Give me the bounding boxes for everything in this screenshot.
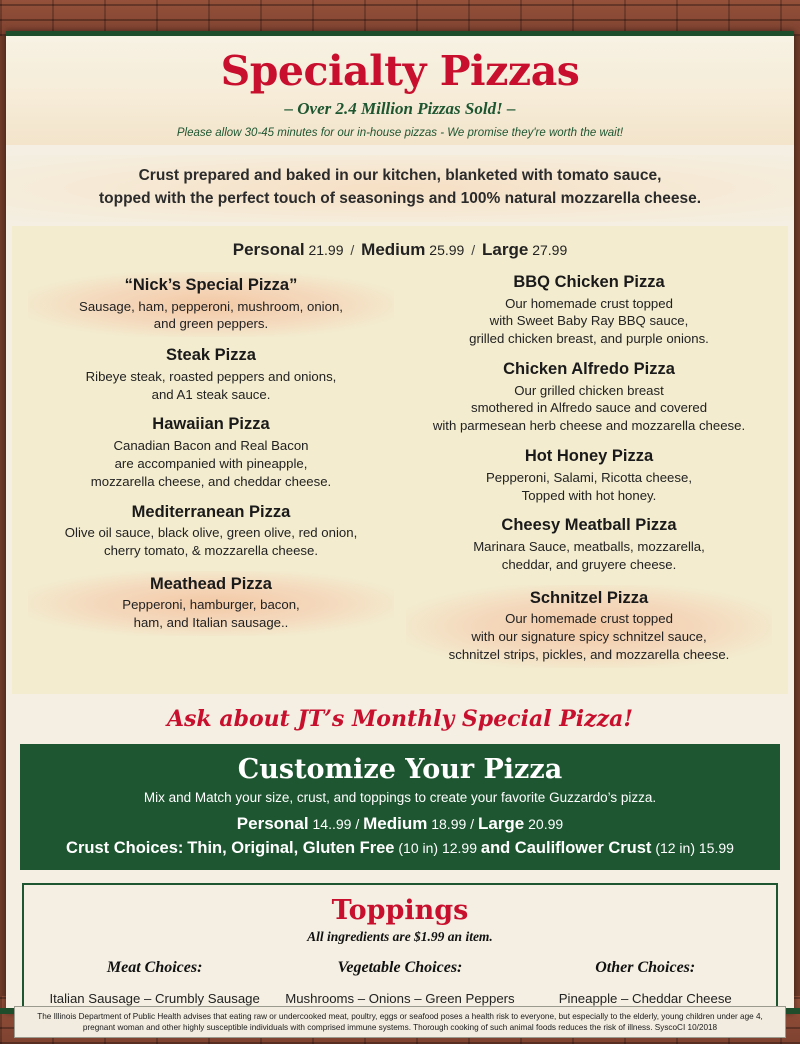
customize-large-price: 20.99 [528,815,564,832]
toppings-column-other [523,959,768,1013]
customize-price-separator-2: / [470,815,475,832]
menu-item-desc: Canadian Bacon and Real Bacon are accompanied with pineapple, mozzarella cheese, and cheddar cheese. [90,438,332,489]
toppings-heading: Vegetable Choices: [337,958,463,976]
menu-item-name: Cheesy Meatball Pizza [501,516,677,535]
specialty-personal-price: 21.99 [308,241,344,258]
specialty-price-row [22,240,778,260]
toppings-line: Pineapple – Cheddar Cheese [558,990,732,1006]
menu-item-name: Mediterranean Pizza [131,502,291,521]
customize-medium-label: Medium [363,813,428,833]
menu-item-desc: Our grilled chicken breast smothered in Alfredo sauce and covered with parmesean herb cheese and mozzarella cheese. [432,382,746,434]
toppings-title: Toppings [331,894,469,926]
menu-item-name: Schnitzel Pizza [529,588,649,607]
customize-price-row [30,814,770,834]
menu-item [28,414,394,490]
specialty-large-label: Large [482,239,529,259]
customize-personal-price: 14..99 [312,815,352,832]
menu-item-desc: Our homemade crust topped with our signature spicy schnitzel sauce, schnitzel strips, pickles, and mozzarella cheese. [448,611,730,662]
specialty-column-right [400,272,778,676]
specialty-medium-label: Medium [361,239,426,259]
customize-medium-price: 18.99 [431,815,467,832]
monthly-special-banner: Ask about JT’s Monthly Special Pizza! [166,705,634,732]
menu-item [406,272,772,348]
customize-price-separator-1: / [355,815,360,832]
wait-time-note: Please allow 30-45 minutes for our in-house pizzas - We promise they're worth the wait! [176,127,624,140]
price-separator-1: / [350,241,355,258]
toppings-section [22,883,778,1013]
menu-item [28,502,394,560]
crust-description-line-2: topped with the perfect touch of seasonings and 100% natural mozzarella cheese. [98,189,702,207]
menu-item-desc: Ribeye steak, roasted peppers and onions, and A1 steak sauce. [85,368,337,402]
menu-item-name: BBQ Chicken Pizza [513,272,665,291]
customize-section [20,744,780,870]
menu-item [406,359,772,435]
toppings-heading: Other Choices: [595,958,696,976]
menu-item-desc: Pepperoni, hamburger, bacon, ham, and Italian sausage.. [122,597,300,631]
menu-item [28,345,394,403]
specialty-large-price: 27.99 [532,241,568,258]
specialty-personal-label: Personal [232,239,305,259]
menu-item-desc: Sausage, ham, pepperoni, mushroom, onion, and green peppers. [79,298,343,332]
customize-title: Customize Your Pizza [237,753,563,785]
crust-description-line-1: Crust prepared and baked in our kitchen, blanketed with tomato sauce, [138,167,662,185]
menu-paper [6,31,794,1013]
cauliflower-crust-price: 15.99 [698,839,734,856]
customize-large-label: Large [477,813,525,833]
menu-item [406,515,772,573]
toppings-line: Italian Sausage – Crumbly Sausage [49,990,260,1006]
toppings-column-meat [32,959,277,1013]
crust-choices-options: Thin, Original, Gluten Free [187,838,395,857]
menu-item-name: Steak Pizza [166,346,256,365]
gluten-free-size: (10 in) [398,839,439,856]
specialty-pizza-section [12,226,788,694]
menu-item [406,585,772,668]
menu-item-name: “Nick’s Special Pizza” [124,275,298,294]
menu-item-name: Chicken Alfredo Pizza [503,360,675,379]
menu-item-name: Meathead Pizza [150,574,272,593]
specialty-column-left [22,272,400,676]
menu-item [28,571,394,636]
toppings-line: Mushrooms – Onions – Green Peppers [285,990,515,1006]
specialty-columns [22,272,778,676]
cauliflower-crust-label: and Cauliflower Crust [480,838,652,857]
menu-item [28,272,394,337]
menu-item [406,446,772,504]
price-separator-2: / [471,241,476,258]
gluten-free-price: 12.99 [441,839,477,856]
toppings-column-vegetable [277,959,522,1013]
toppings-heading: Meat Choices: [106,958,203,976]
health-disclaimer: The Illinois Department of Public Health advises that eating raw or undercooked meat, poultry, eggs or seafood poses a health risk to everyone, but especially to the elderly, young children under age 4, pregnant woman and other highly susceptible individuals with comprised immune systems. Thorough cooking of such animal foods reduces the risk of illness. SyscoCI 10/2018 [14,1006,786,1038]
menu-item-desc: Olive oil sauce, black olive, green olive, red onion, cherry tomato, & mozzarella cheese. [64,525,358,558]
cauliflower-crust-size: (12 in) [655,839,695,856]
menu-item-desc: Marinara Sauce, meatballs, mozzarella, cheddar, and gruyere cheese. [473,538,705,572]
customize-personal-label: Personal [236,813,309,833]
crust-choices-label: Crust Choices: [66,838,184,857]
menu-item-desc: Our homemade crust topped with Sweet Baby Ray BBQ sauce, grilled chicken breast, and purple onions. [469,295,709,347]
crust-description [6,155,794,222]
page-subtitle: – Over 2.4 Million Pizzas Sold! – [284,99,516,119]
toppings-columns [32,959,768,1013]
menu-item-name: Hot Honey Pizza [524,447,654,466]
menu-item-desc: Pepperoni, Salami, Ricotta cheese, Topped with hot honey. [486,469,692,503]
specialty-medium-price: 25.99 [429,241,465,258]
customize-subtitle: Mix and Match your size, crust, and toppings to create your favorite Guzzardo’s pizza. [143,789,657,805]
customize-crust-row [30,839,770,858]
page-title: Specialty Pizzas [220,47,580,95]
menu-item-name: Hawaiian Pizza [152,415,270,434]
toppings-price-note: All ingredients are $1.99 an item. [307,928,493,944]
header-band [6,36,794,145]
